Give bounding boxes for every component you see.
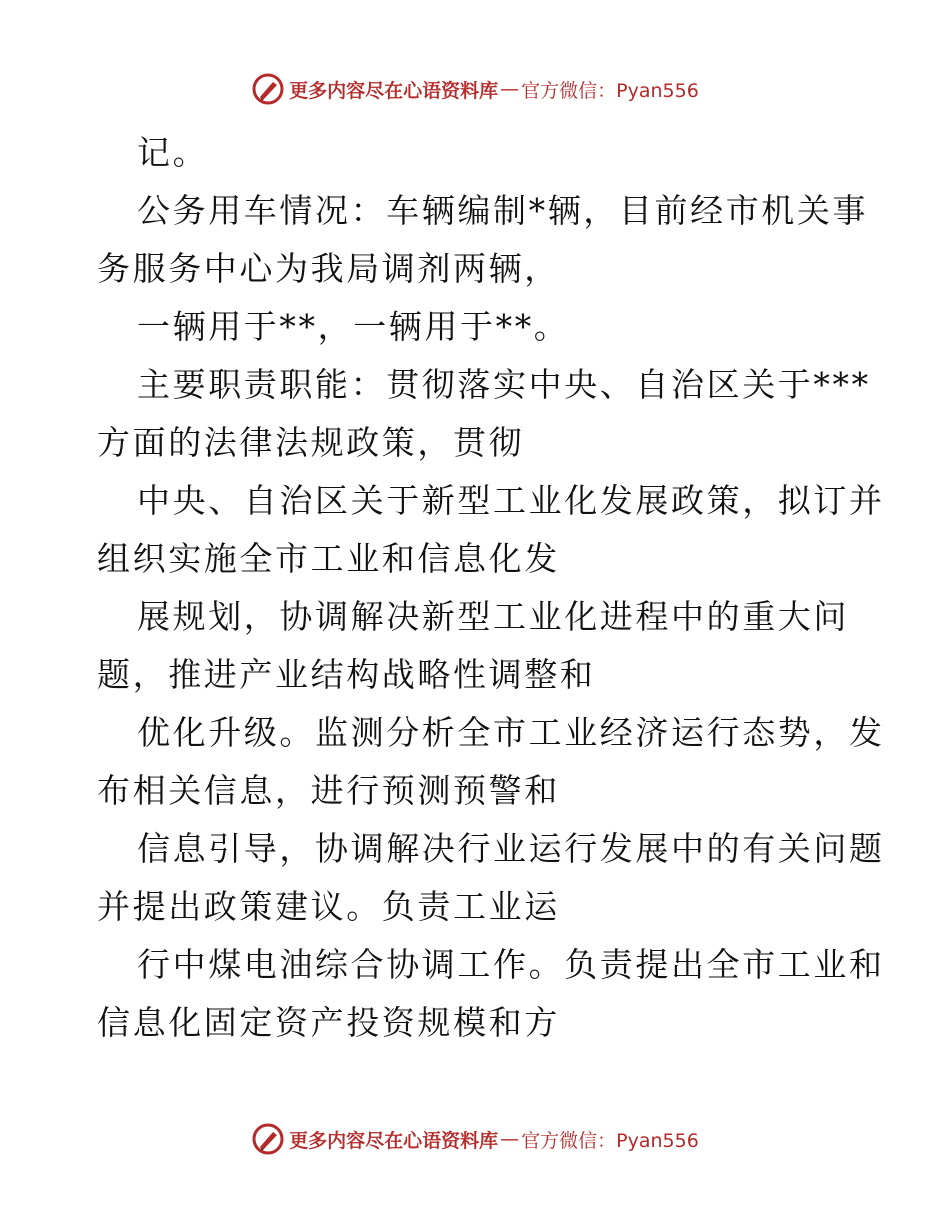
body-line: 中央、自治区关于新型工业化发展政策，拟订并 <box>137 481 885 520</box>
body-line: 组织实施全市工业和信息化发 <box>97 539 560 578</box>
header-watermark <box>0 72 950 106</box>
watermark-title: 更多内容尽在心语资料库 <box>289 1129 499 1152</box>
body-line: 一辆用于**，一辆用于**。 <box>137 307 570 346</box>
watermark-dash: — <box>500 1128 520 1150</box>
body-line: 优化升级。监测分析全市工业经济运行态势，发 <box>137 713 885 752</box>
watermark-dash: — <box>500 78 520 100</box>
watermark-title: 更多内容尽在心语资料库 <box>289 79 499 102</box>
body-line: 题，推进产业结构战略性调整和 <box>97 655 596 694</box>
footer-watermark <box>0 1122 950 1156</box>
body-line: 方面的法律法规政策，贯彻 <box>97 423 525 462</box>
document-body <box>97 124 885 1052</box>
body-line: 信息化固定资产投资规模和方 <box>97 1003 560 1042</box>
body-line: 记。 <box>137 133 209 172</box>
pen-logo-icon <box>251 72 285 106</box>
body-line: 布相关信息，进行预测预警和 <box>97 771 560 810</box>
body-line: 展规划，协调解决新型工业化进程中的重大问 <box>137 597 849 636</box>
body-line: 行中煤电油综合协调工作。负责提出全市工业和 <box>137 945 885 984</box>
body-line: 务服务中心为我局调剂两辆， <box>97 249 560 288</box>
pen-logo-icon <box>251 1122 285 1156</box>
body-line: 公务用车情况：车辆编制*辆，目前经市机关事 <box>137 191 869 230</box>
body-line: 主要职责职能：贯彻落实中央、自治区关于*** <box>137 365 871 404</box>
watermark-contact: 官方微信：Pyan556 <box>521 1129 699 1152</box>
watermark-contact: 官方微信：Pyan556 <box>521 79 699 102</box>
body-line: 并提出政策建议。负责工业运 <box>97 887 560 926</box>
body-line: 信息引导，协调解决行业运行发展中的有关问题 <box>137 829 885 868</box>
